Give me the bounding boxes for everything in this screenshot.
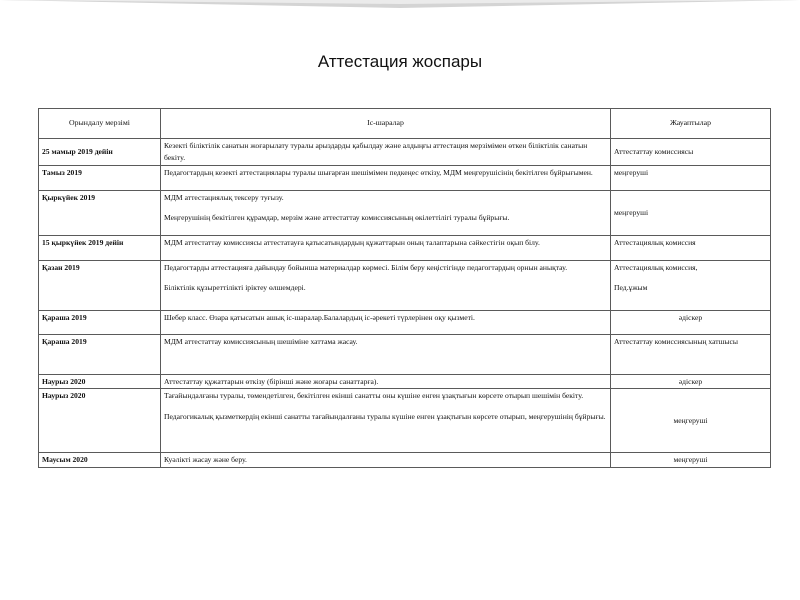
row-responsible <box>611 190 771 235</box>
attestation-plan-table <box>38 108 771 468</box>
row-activity <box>161 310 611 334</box>
slide-top-decoration <box>0 0 800 14</box>
responsible-text: Аттестациялық комиссия <box>614 237 696 247</box>
responsible-text: Аттестаттау комиссиясы <box>614 146 694 156</box>
row-activity <box>161 453 611 468</box>
page-title: Аттестация жоспары <box>317 52 483 71</box>
activity-text: МДМ аттестаттау комиссиясы аттестатауға қатысатындардың құжаттарын оның талаптарына сәйкестігін оқып білу. <box>164 237 540 247</box>
responsible-text: әдіскер <box>678 312 703 322</box>
activity-text: МДМ аттестациялық тексеру туғызу. <box>164 192 284 202</box>
row-date: Қараша 2019 <box>39 334 161 374</box>
activity-text: Тағайындалғаны туралы, төмендетілген, бекітілген екінші санатты оны күшіне енген ұзақтығын көрсете отырып шешімін бекіту. <box>164 391 584 401</box>
responsible-text: әдіскер <box>678 376 703 386</box>
row-activity <box>161 139 611 166</box>
activity-text: Кезекті біліктілік санатын жоғарылату туралы арыздарды қабылдау және алдыңғы аттестация мерзімімен өткен біліктілік санатын бекіту. <box>164 141 588 162</box>
activity-text: Аттестаттау құжаттарын өткізу (бірінші және жоғары санаттарға). <box>164 376 379 386</box>
row-date: 15 қыркүйек 2019 дейін <box>39 235 161 260</box>
row-date: Қыркүйек 2019 <box>39 190 161 235</box>
row-responsible <box>611 165 771 190</box>
row-activity <box>161 389 611 453</box>
row-activity <box>161 235 611 260</box>
table-row <box>39 374 771 389</box>
row-responsible <box>611 139 771 166</box>
table-row <box>39 334 771 374</box>
table-header-row <box>39 109 771 139</box>
activity-text: Шебер класс. Өзара қатысатын ашық іс-шаралар.Балалардың іс-әрекеті түрлерінен оқу қызметі. <box>164 312 475 322</box>
table-row <box>39 165 771 190</box>
row-activity <box>161 334 611 374</box>
activity-text: Педагогикалық қызметкердің екінші санатты тағайындалғаны туралы күшіне енген ұзақтығын көрсете отырып, меңгерушінің бұйрығы. <box>164 412 606 422</box>
row-responsible <box>611 310 771 334</box>
row-responsible <box>611 389 771 453</box>
table-row <box>39 453 771 468</box>
table-row <box>39 389 771 453</box>
row-date: Наурыз 2020 <box>39 374 161 389</box>
row-date: Наурыз 2020 <box>39 389 161 453</box>
row-activity <box>161 260 611 310</box>
attestation-plan-table-wrapper <box>38 108 770 468</box>
responsible-text: меңгеруші <box>673 415 708 425</box>
row-activity <box>161 190 611 235</box>
header-responsible: Жауаптылар <box>611 109 771 139</box>
activity-text: Куәлікті жасау және беру. <box>164 455 247 465</box>
responsible-text: меңгеруші <box>673 455 708 465</box>
table-row <box>39 235 771 260</box>
header-activities: Іс-шаралар <box>161 109 611 139</box>
row-date: Тамыз 2019 <box>39 165 161 190</box>
row-date: Маусым 2020 <box>39 453 161 468</box>
row-responsible <box>611 334 771 374</box>
table-row <box>39 310 771 334</box>
row-activity <box>161 374 611 389</box>
responsible-text: Аттестациялық комиссия, <box>614 262 698 272</box>
row-responsible <box>611 235 771 260</box>
activity-text: Педагогтардың кезекті аттестациялары туралы шығарған шешімімен педкеңес өткізу, МДМ меңгерушісінің бекітілген бұйрығымен. <box>164 167 593 177</box>
table-row <box>39 139 771 166</box>
activity-text: Меңгерушінің бекітілген құрамдар, мерзім және аттестаттау комиссиясының өкілеттілігі туралы бұйрығы. <box>164 213 510 223</box>
row-date: Қазан 2019 <box>39 260 161 310</box>
row-date: Қараша 2019 <box>39 310 161 334</box>
responsible-text: Аттестаттау комиссиясының хатшысы <box>614 336 739 346</box>
activity-text: Педагогтарды аттестацияға дайындау бойынша материалдар көрмесі. Білім беру кеңістігінде педагогтардың орнын анықтау. <box>164 262 568 272</box>
responsible-text: меңгеруші <box>614 207 649 217</box>
header-deadline: Орындалу мерзімі <box>39 109 161 139</box>
responsible-text: меңгеруші <box>614 167 649 177</box>
row-responsible <box>611 374 771 389</box>
table-row <box>39 190 771 235</box>
row-date: 25 мамыр 2019 дейін <box>39 139 161 166</box>
activity-text: МДМ аттестаттау комиссиясының шешіміне хаттама жасау. <box>164 336 358 346</box>
responsible-text: Пед.ұжым <box>614 283 648 293</box>
activity-text: Біліктілік құзыреттілікті іріктеу өлшемдері. <box>164 283 306 293</box>
row-activity <box>161 165 611 190</box>
table-row <box>39 260 771 310</box>
row-responsible <box>611 453 771 468</box>
row-responsible <box>611 260 771 310</box>
